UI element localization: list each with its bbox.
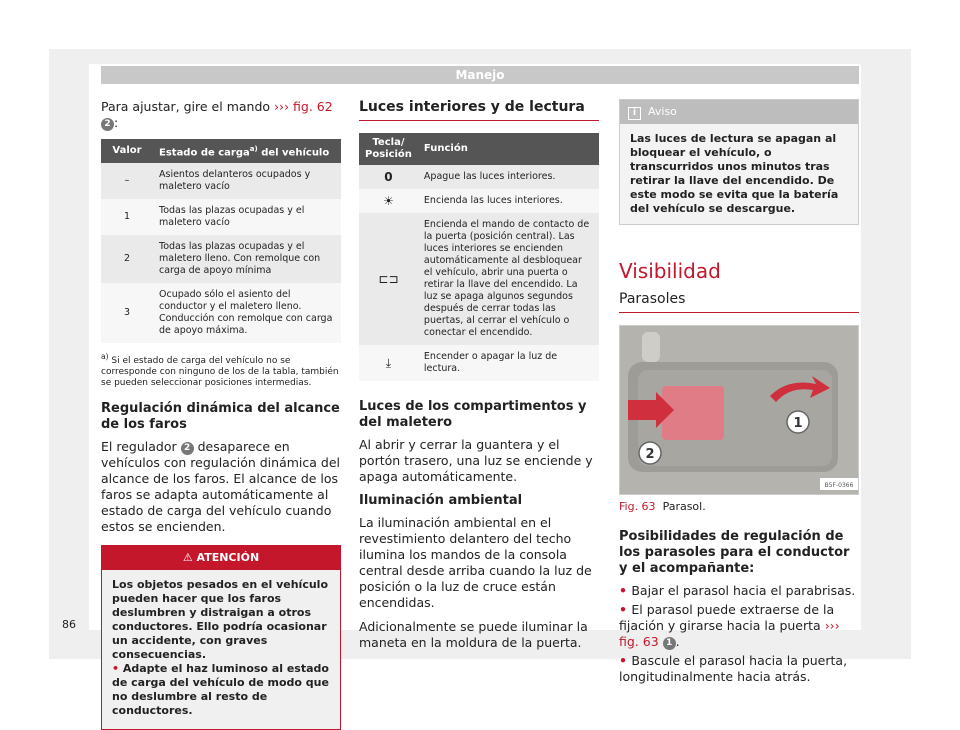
callout-number: 2 bbox=[101, 118, 114, 131]
sunvisor-illustration bbox=[620, 326, 859, 494]
row-description: Todas las plazas ocupadas y el maletero lleno. Con remolque con carga de apoyo mínima bbox=[153, 235, 341, 283]
table-row bbox=[359, 345, 599, 381]
lights-table bbox=[359, 133, 599, 381]
bullet-item: • Bascule el parasol hacia la puerta, longitudinalmente hacia atrás. bbox=[619, 653, 859, 685]
notice-body: Las luces de lectura se apagan al bloquear el vehículo, o transcurridos unos minutos tras retirar la llave del encendido. De este modo se evita que la batería del vehículo se descargue. bbox=[620, 124, 858, 224]
table-header-valor: Valor bbox=[101, 139, 153, 163]
row-function: Encienda las luces interiores. bbox=[418, 189, 599, 213]
figure-code: B5F-0366 bbox=[824, 482, 854, 489]
table-row bbox=[359, 165, 599, 189]
row-value: – bbox=[101, 163, 153, 199]
off-icon: 0 bbox=[359, 165, 418, 189]
door-contact-icon: ⊏⊐ bbox=[359, 213, 418, 345]
callout-2: 2 bbox=[645, 447, 655, 462]
table-row bbox=[101, 283, 341, 343]
subsection-title-sunvisors: Parasoles bbox=[619, 291, 859, 313]
row-description: Todas las plazas ocupadas y el maletero vacío bbox=[153, 199, 341, 235]
callout-1: 1 bbox=[793, 416, 803, 431]
bullet-item: • El parasol puede extraerse de la fijación y girarse hacia la puerta ››› fig. 63 1 . bbox=[619, 602, 859, 650]
column-3 bbox=[619, 99, 859, 688]
table-footnote: $^{a)}$ Si el estado de carga del vehículo no se corresponde con ninguno de los de la tabla, también se pueden seleccionar posiciones intermedias. bbox=[101, 352, 339, 389]
row-description: Asientos delanteros ocupados y maletero vacío bbox=[153, 163, 341, 199]
section-title-lights: Luces interiores y de lectura bbox=[359, 99, 599, 121]
figure-caption: Fig. 63 Parasol. bbox=[619, 500, 706, 513]
row-value: 3 bbox=[101, 283, 153, 343]
row-function: Encienda el mando de contacto de la puerta (posición central). Las luces interiores se encienden automáticamente al desbloquear el vehículo, abrir una puerta o retirar la llave del encendido. La luz se apaga algunos segundos después de cerrar todas las puertas, al cerrar el vehículo o conectar el encendido. bbox=[418, 213, 599, 345]
subheading-ambient: Iluminación ambiental bbox=[359, 493, 523, 508]
intro-paragraph: Para ajustar, gire el mando ››› fig. 62 2 : bbox=[101, 99, 333, 130]
ref-arrows: ››› bbox=[824, 618, 840, 633]
callout-number: 1 bbox=[663, 637, 676, 650]
warning-box bbox=[101, 545, 341, 730]
regulator-paragraph: El regulador 2 desaparece en vehículos con regulación dinámica del alcance de los faros. El alcance de los faros se adapta automáticamente al estado de carga del vehículo cuando estos se encienden. bbox=[101, 439, 340, 535]
compartments-paragraph: Al abrir y cerrar la guantera y el portón trasero, una luz se enciende y apaga automáticamente. bbox=[359, 437, 593, 484]
table-row bbox=[101, 199, 341, 235]
subheading-dynamic-range: Regulación dinámica del alcance de los faros bbox=[101, 401, 340, 433]
warning-text: Los objetos pesados en el vehículo pueden hacer que los faros deslumbren y distraigan a otros conductores. Ello podría ocasionar un accidente, con graves consecuencias. bbox=[112, 578, 329, 662]
subheading-compartments: Luces de los compartimentos y del maletero bbox=[359, 399, 587, 430]
table-row bbox=[101, 235, 341, 283]
table-row bbox=[359, 213, 599, 345]
warning-icon: ⚠ bbox=[182, 551, 193, 565]
info-icon: i bbox=[628, 107, 641, 120]
sunvisor-figure bbox=[619, 325, 859, 495]
callout-number: 2 bbox=[181, 442, 194, 455]
reading-light-icon: ⤓ bbox=[359, 345, 418, 381]
table-row bbox=[101, 163, 341, 199]
row-function: Encender o apagar la luz de lectura. bbox=[418, 345, 599, 381]
bullet-item: • Bajar el parasol hacia el parabrisas. bbox=[619, 583, 859, 599]
row-value: 1 bbox=[101, 199, 153, 235]
door-handle-paragraph: Adicionalmente se puede iluminar la maneta en la moldura de la puerta. bbox=[359, 619, 588, 650]
interior-light-icon: ☀ bbox=[359, 189, 418, 213]
ref-arrows: ››› bbox=[274, 99, 290, 114]
figure-link[interactable]: fig. 62 bbox=[293, 99, 333, 114]
row-value: 2 bbox=[101, 235, 153, 283]
warning-header: ⚠ ATENCIÓN bbox=[102, 546, 340, 570]
page-number: 86 bbox=[62, 618, 76, 631]
row-function: Apague las luces interiores. bbox=[418, 165, 599, 189]
ambient-paragraph: La iluminación ambiental en el revestimiento delantero del techo ilumina los mandos de la consola central desde arriba cuando la luz de posición o la luz de cruce están encendidas. bbox=[359, 515, 592, 610]
column-2 bbox=[359, 99, 599, 659]
load-table bbox=[101, 139, 341, 343]
table-header-estado: Estado de carga$^{a)}$ del vehículo bbox=[153, 139, 341, 163]
table-header-funcion: Función bbox=[418, 133, 599, 165]
row-description: Ocupado sólo el asiento del conductor y el maletero lleno. Conducción con remolque con carga de apoyo máxima. bbox=[153, 283, 341, 343]
warning-body bbox=[102, 570, 340, 729]
table-row bbox=[359, 189, 599, 213]
table-header-tecla: Tecla/ Posición bbox=[359, 133, 418, 165]
warning-bullet: • Adapte el haz luminoso al estado de carga del vehículo de modo que no deslumbre al resto de conductores. bbox=[112, 662, 330, 718]
figure-link[interactable]: fig. 63 bbox=[619, 634, 659, 649]
sunvisor-heading: Posibilidades de regulación de los parasoles para el conductor y el acompañante: bbox=[619, 529, 850, 576]
section-header: Manejo bbox=[101, 66, 859, 84]
notice-header: i Aviso bbox=[620, 100, 858, 124]
notice-box bbox=[619, 99, 859, 225]
intro-text: Para ajustar, gire el mando bbox=[101, 99, 271, 114]
column-1 bbox=[101, 99, 341, 730]
section-title-visibility: Visibilidad bbox=[619, 259, 721, 283]
